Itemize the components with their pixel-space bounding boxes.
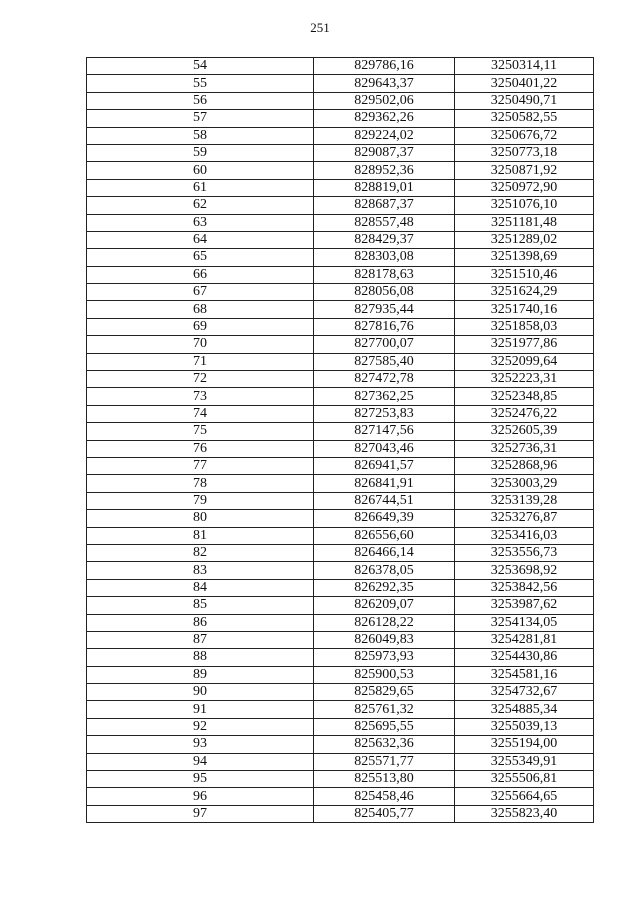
- x-coordinate-cell: 827700,07: [314, 336, 455, 353]
- y-coordinate-cell: 3251624,29: [455, 284, 594, 301]
- point-number-cell: 66: [87, 266, 314, 283]
- point-number-cell: 94: [87, 753, 314, 770]
- point-number-cell: 71: [87, 353, 314, 370]
- x-coordinate-cell: 825829,65: [314, 684, 455, 701]
- x-coordinate-cell: 829643,37: [314, 75, 455, 92]
- y-coordinate-cell: 3250972,90: [455, 179, 594, 196]
- y-coordinate-cell: 3255664,65: [455, 788, 594, 805]
- table-row: [87, 562, 594, 579]
- x-coordinate-cell: 828303,08: [314, 249, 455, 266]
- point-number-cell: 76: [87, 440, 314, 457]
- x-coordinate-cell: 825571,77: [314, 753, 455, 770]
- point-number-cell: 92: [87, 718, 314, 735]
- y-coordinate-cell: 3253003,29: [455, 475, 594, 492]
- table-row: [87, 231, 594, 248]
- y-coordinate-cell: 3251398,69: [455, 249, 594, 266]
- x-coordinate-cell: 826378,05: [314, 562, 455, 579]
- y-coordinate-cell: 3252736,31: [455, 440, 594, 457]
- table-row: [87, 527, 594, 544]
- point-number-cell: 83: [87, 562, 314, 579]
- table-row: [87, 249, 594, 266]
- y-coordinate-cell: 3251977,86: [455, 336, 594, 353]
- table-row: [87, 423, 594, 440]
- y-coordinate-cell: 3250871,92: [455, 162, 594, 179]
- table-row: [87, 736, 594, 753]
- point-number-cell: 81: [87, 527, 314, 544]
- point-number-cell: 55: [87, 75, 314, 92]
- table-row: [87, 162, 594, 179]
- x-coordinate-cell: 825405,77: [314, 805, 455, 822]
- point-number-cell: 57: [87, 110, 314, 127]
- x-coordinate-cell: 825513,80: [314, 771, 455, 788]
- y-coordinate-cell: 3252605,39: [455, 423, 594, 440]
- table-row: [87, 614, 594, 631]
- x-coordinate-cell: 828429,37: [314, 231, 455, 248]
- point-number-cell: 65: [87, 249, 314, 266]
- point-number-cell: 78: [87, 475, 314, 492]
- y-coordinate-cell: 3252348,85: [455, 388, 594, 405]
- y-coordinate-cell: 3253276,87: [455, 510, 594, 527]
- y-coordinate-cell: 3251740,16: [455, 301, 594, 318]
- x-coordinate-cell: 827585,40: [314, 353, 455, 370]
- table-row: [87, 805, 594, 822]
- table-row: [87, 684, 594, 701]
- y-coordinate-cell: 3252223,31: [455, 371, 594, 388]
- point-number-cell: 60: [87, 162, 314, 179]
- y-coordinate-cell: 3250401,22: [455, 75, 594, 92]
- y-coordinate-cell: 3251289,02: [455, 231, 594, 248]
- x-coordinate-cell: 828557,48: [314, 214, 455, 231]
- x-coordinate-cell: 826128,22: [314, 614, 455, 631]
- table-row: [87, 718, 594, 735]
- x-coordinate-cell: 826209,07: [314, 597, 455, 614]
- x-coordinate-cell: 828819,01: [314, 179, 455, 196]
- table-row: [87, 579, 594, 596]
- table-row: [87, 75, 594, 92]
- x-coordinate-cell: 826649,39: [314, 510, 455, 527]
- point-number-cell: 74: [87, 405, 314, 422]
- x-coordinate-cell: 827147,56: [314, 423, 455, 440]
- y-coordinate-cell: 3254134,05: [455, 614, 594, 631]
- table-row: [87, 371, 594, 388]
- point-number-cell: 63: [87, 214, 314, 231]
- y-coordinate-cell: 3253987,62: [455, 597, 594, 614]
- table-row: [87, 301, 594, 318]
- table-row: [87, 510, 594, 527]
- table-row: [87, 753, 594, 770]
- point-number-cell: 80: [87, 510, 314, 527]
- table-row: [87, 266, 594, 283]
- table-row: [87, 58, 594, 75]
- y-coordinate-cell: 3250676,72: [455, 127, 594, 144]
- point-number-cell: 95: [87, 771, 314, 788]
- x-coordinate-cell: 826049,83: [314, 631, 455, 648]
- table-row: [87, 631, 594, 648]
- table-row: [87, 353, 594, 370]
- y-coordinate-cell: 3254581,16: [455, 666, 594, 683]
- point-number-cell: 67: [87, 284, 314, 301]
- table-row: [87, 110, 594, 127]
- point-number-cell: 85: [87, 597, 314, 614]
- y-coordinate-cell: 3251076,10: [455, 197, 594, 214]
- point-number-cell: 75: [87, 423, 314, 440]
- y-coordinate-cell: 3251181,48: [455, 214, 594, 231]
- x-coordinate-cell: 826292,35: [314, 579, 455, 596]
- point-number-cell: 54: [87, 58, 314, 75]
- point-number-cell: 88: [87, 649, 314, 666]
- point-number-cell: 73: [87, 388, 314, 405]
- x-coordinate-cell: 827816,76: [314, 318, 455, 335]
- point-number-cell: 56: [87, 92, 314, 109]
- table-row: [87, 666, 594, 683]
- table-row: [87, 284, 594, 301]
- y-coordinate-cell: 3252868,96: [455, 457, 594, 474]
- point-number-cell: 96: [87, 788, 314, 805]
- table-row: [87, 127, 594, 144]
- table-row: [87, 492, 594, 509]
- page-number: 251: [310, 20, 330, 35]
- y-coordinate-cell: 3254885,34: [455, 701, 594, 718]
- x-coordinate-cell: 828952,36: [314, 162, 455, 179]
- point-number-cell: 62: [87, 197, 314, 214]
- y-coordinate-cell: 3251858,03: [455, 318, 594, 335]
- table-row: [87, 92, 594, 109]
- coordinates-table: [86, 57, 594, 823]
- point-number-cell: 79: [87, 492, 314, 509]
- x-coordinate-cell: 825900,53: [314, 666, 455, 683]
- y-coordinate-cell: 3253139,28: [455, 492, 594, 509]
- point-number-cell: 69: [87, 318, 314, 335]
- table-row: [87, 405, 594, 422]
- y-coordinate-cell: 3252476,22: [455, 405, 594, 422]
- x-coordinate-cell: 829224,02: [314, 127, 455, 144]
- x-coordinate-cell: 829362,26: [314, 110, 455, 127]
- x-coordinate-cell: 825632,36: [314, 736, 455, 753]
- table-row: [87, 336, 594, 353]
- y-coordinate-cell: 3252099,64: [455, 353, 594, 370]
- table-row: [87, 457, 594, 474]
- y-coordinate-cell: 3250582,55: [455, 110, 594, 127]
- x-coordinate-cell: 829087,37: [314, 144, 455, 161]
- x-coordinate-cell: 826556,60: [314, 527, 455, 544]
- x-coordinate-cell: 828687,37: [314, 197, 455, 214]
- y-coordinate-cell: 3254281,81: [455, 631, 594, 648]
- x-coordinate-cell: 827362,25: [314, 388, 455, 405]
- x-coordinate-cell: 825973,93: [314, 649, 455, 666]
- point-number-cell: 87: [87, 631, 314, 648]
- point-number-cell: 93: [87, 736, 314, 753]
- x-coordinate-cell: 826744,51: [314, 492, 455, 509]
- y-coordinate-cell: 3251510,46: [455, 266, 594, 283]
- table-row: [87, 388, 594, 405]
- x-coordinate-cell: 826941,57: [314, 457, 455, 474]
- y-coordinate-cell: 3255194,00: [455, 736, 594, 753]
- x-coordinate-cell: 825695,55: [314, 718, 455, 735]
- y-coordinate-cell: 3253556,73: [455, 544, 594, 561]
- table-row: [87, 597, 594, 614]
- y-coordinate-cell: 3253842,56: [455, 579, 594, 596]
- table-row: [87, 214, 594, 231]
- x-coordinate-cell: 828178,63: [314, 266, 455, 283]
- table-row: [87, 179, 594, 196]
- point-number-cell: 61: [87, 179, 314, 196]
- point-number-cell: 77: [87, 457, 314, 474]
- point-number-cell: 86: [87, 614, 314, 631]
- table-row: [87, 649, 594, 666]
- point-number-cell: 97: [87, 805, 314, 822]
- point-number-cell: 72: [87, 371, 314, 388]
- x-coordinate-cell: 827935,44: [314, 301, 455, 318]
- y-coordinate-cell: 3255506,81: [455, 771, 594, 788]
- y-coordinate-cell: 3255823,40: [455, 805, 594, 822]
- point-number-cell: 84: [87, 579, 314, 596]
- x-coordinate-cell: 827472,78: [314, 371, 455, 388]
- y-coordinate-cell: 3254732,67: [455, 684, 594, 701]
- x-coordinate-cell: 827043,46: [314, 440, 455, 457]
- point-number-cell: 64: [87, 231, 314, 248]
- point-number-cell: 59: [87, 144, 314, 161]
- table-row: [87, 771, 594, 788]
- point-number-cell: 68: [87, 301, 314, 318]
- table-row: [87, 475, 594, 492]
- point-number-cell: 90: [87, 684, 314, 701]
- point-number-cell: 58: [87, 127, 314, 144]
- x-coordinate-cell: 829502,06: [314, 92, 455, 109]
- y-coordinate-cell: 3250490,71: [455, 92, 594, 109]
- y-coordinate-cell: 3253698,92: [455, 562, 594, 579]
- x-coordinate-cell: 827253,83: [314, 405, 455, 422]
- table-row: [87, 197, 594, 214]
- point-number-cell: 89: [87, 666, 314, 683]
- y-coordinate-cell: 3253416,03: [455, 527, 594, 544]
- x-coordinate-cell: 826841,91: [314, 475, 455, 492]
- x-coordinate-cell: 825458,46: [314, 788, 455, 805]
- point-number-cell: 70: [87, 336, 314, 353]
- x-coordinate-cell: 828056,08: [314, 284, 455, 301]
- table-row: [87, 544, 594, 561]
- table-row: [87, 318, 594, 335]
- x-coordinate-cell: 825761,32: [314, 701, 455, 718]
- y-coordinate-cell: 3255039,13: [455, 718, 594, 735]
- point-number-cell: 91: [87, 701, 314, 718]
- table-row: [87, 440, 594, 457]
- y-coordinate-cell: 3255349,91: [455, 753, 594, 770]
- table-row: [87, 701, 594, 718]
- x-coordinate-cell: 826466,14: [314, 544, 455, 561]
- coordinates-table-body: [87, 58, 594, 823]
- table-row: [87, 788, 594, 805]
- x-coordinate-cell: 829786,16: [314, 58, 455, 75]
- y-coordinate-cell: 3254430,86: [455, 649, 594, 666]
- y-coordinate-cell: 3250773,18: [455, 144, 594, 161]
- table-row: [87, 144, 594, 161]
- point-number-cell: 82: [87, 544, 314, 561]
- y-coordinate-cell: 3250314,11: [455, 58, 594, 75]
